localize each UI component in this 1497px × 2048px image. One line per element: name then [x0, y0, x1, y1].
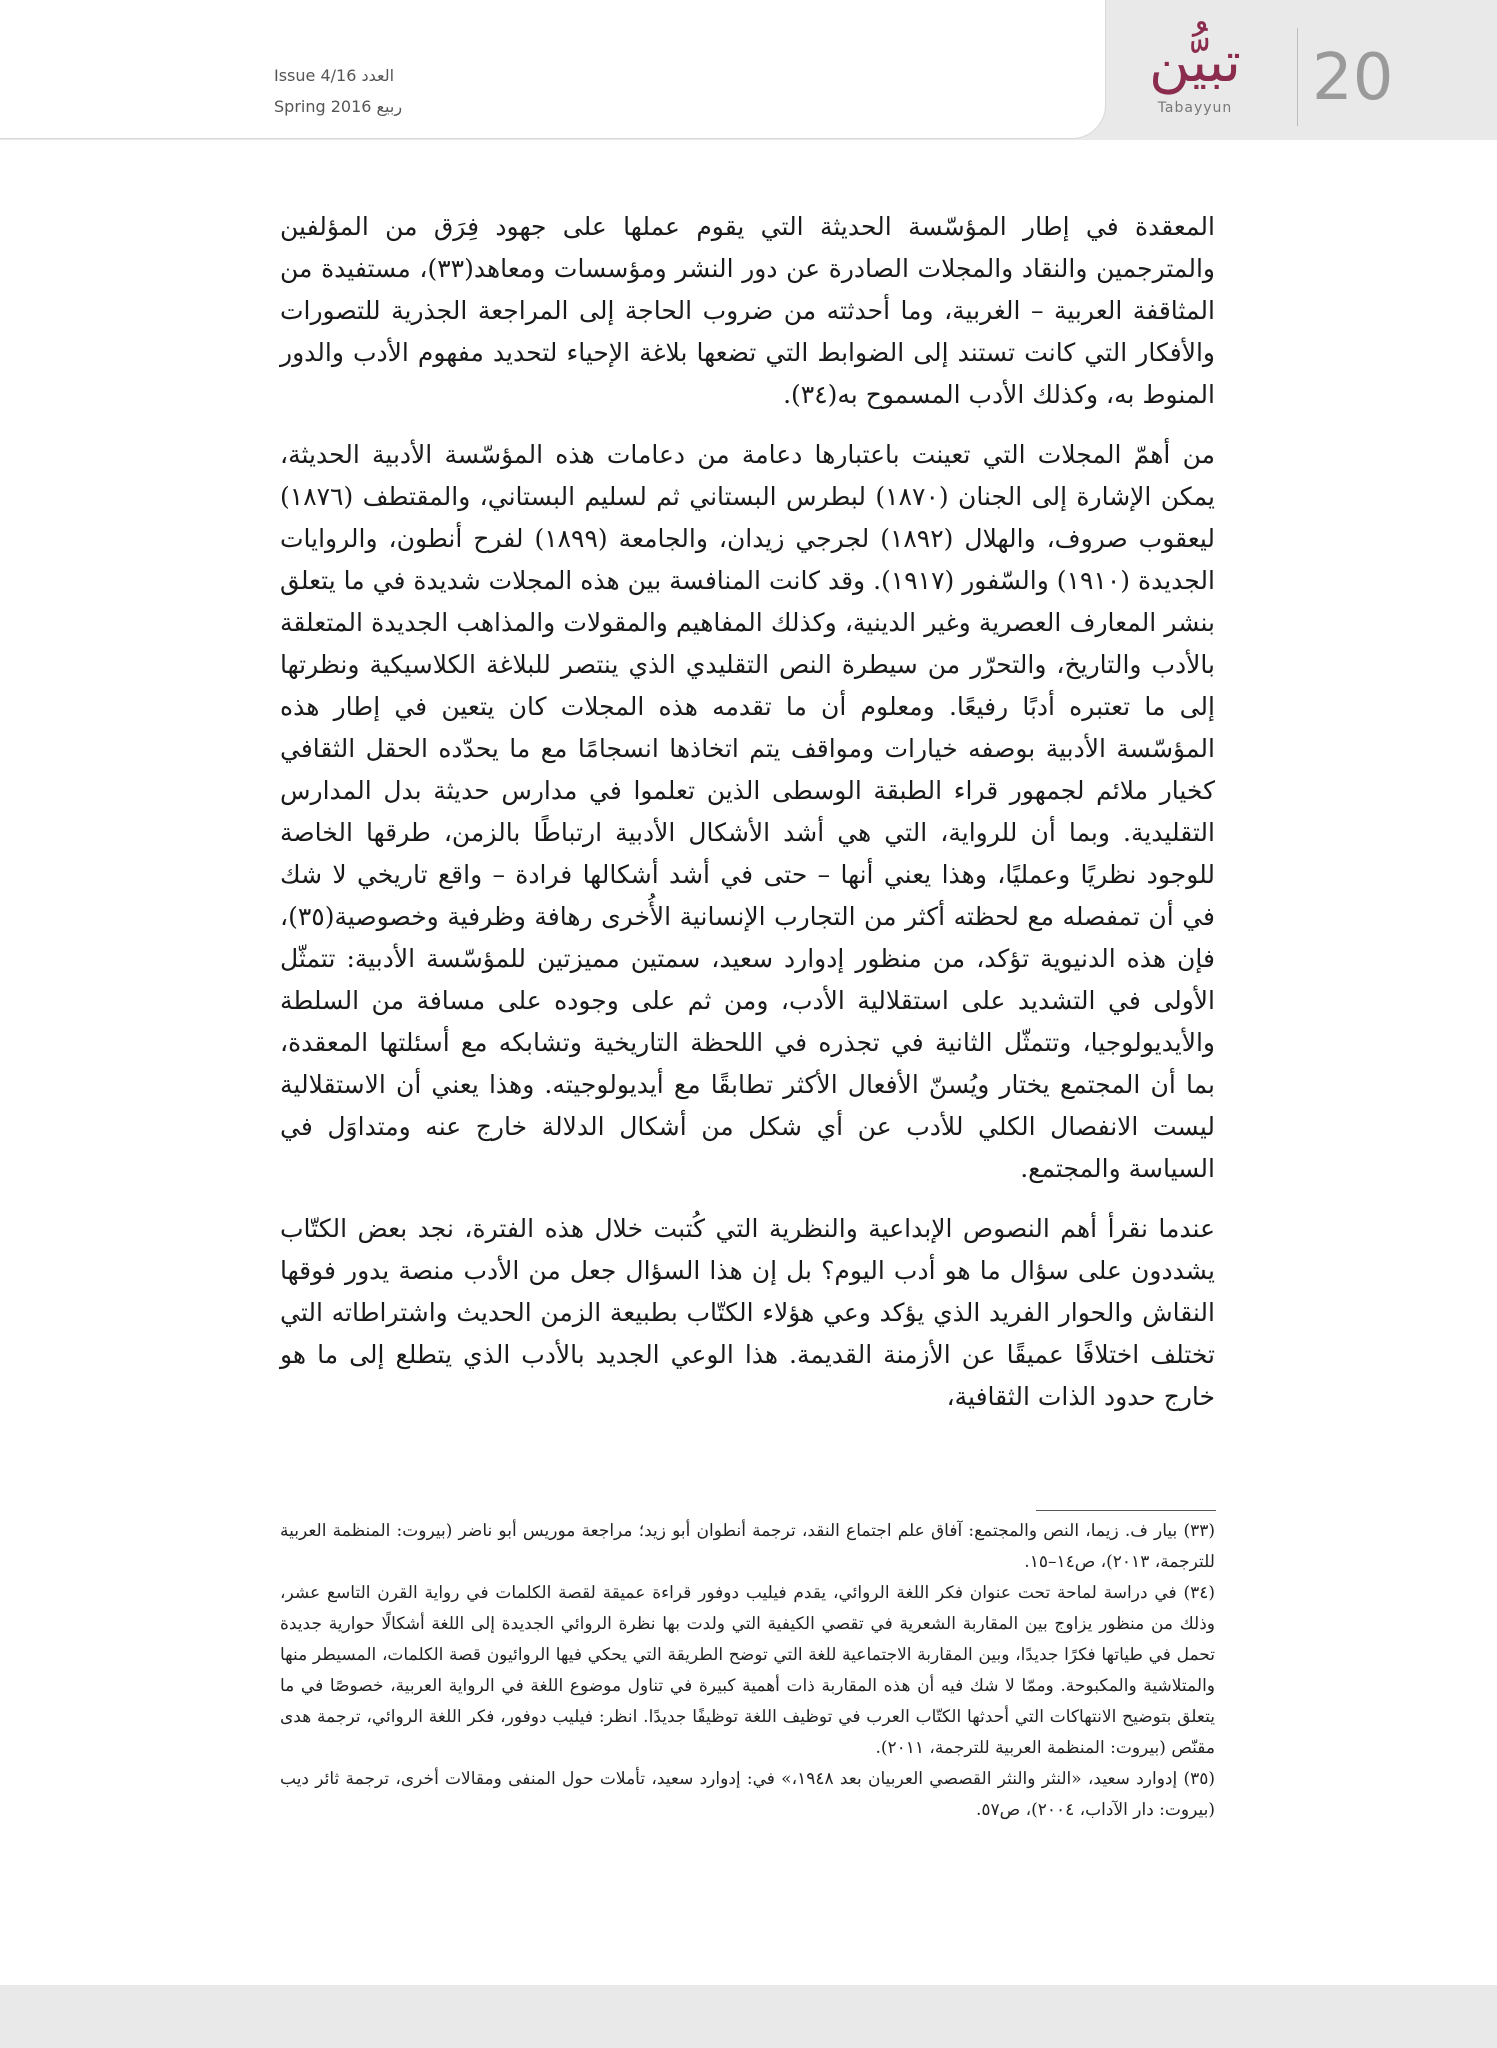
issue-line: [274, 60, 434, 91]
issue-en: Issue 4/16: [274, 66, 357, 85]
paragraph-1: المعقدة في إطار المؤسّسة الحديثة التي يقوم عملها على جهود فِرَق من المؤلفين والمترجمين والنقاد والمجلات الصادرة عن دور النشر ومؤسسات ومعاهد(٣٣)، مستفيدة من المثاقفة العربية – الغربية، وما أحدثته من ضروب الحاجة إلى المراجعة الجذرية للتصورات والأفكار التي كانت تستند إلى الضوابط التي تضعها بلاغة الإحياء لتحديد مفهوم الأدب والدور المنوط به، وكذلك الأدب المسموح به(٣٤).: [280, 212, 1215, 409]
footer-bar: [0, 1985, 1497, 2048]
header-divider: [1297, 28, 1298, 126]
footnote-33: (٣٣) بيار ف. زيما، النص والمجتمع: آفاق علم اجتماع النقد، ترجمة أنطوان أبو زيد؛ مراجعة موريس أبو ناضر (بيروت: المنظمة العربية للترجمة، ٢٠١٣)، ص١٤–١٥.: [280, 1521, 1215, 1572]
season-en: Spring 2016: [274, 97, 372, 116]
logo-arabic: تبيُّن: [1148, 30, 1241, 95]
logo-latin: Tabayyun: [1157, 100, 1233, 116]
paragraph-3: عندما نقرأ أهم النصوص الإبداعية والنظرية التي كُتبت خلال هذه الفترة، نجد بعض الكتّاب يشددون على سؤال ما هو أدب اليوم؟ بل إن هذا السؤال جعل من الأدب منصة يدور فوقها النقاش والحوار الفريد الذي يؤكد وعي هؤلاء الكتّاب بطبيعة الزمن الحديث واشتراطاته التي تختلف اختلافًا عميقًا عن الأزمنة القديمة. هذا الوعي الجديد بالأدب الذي يتطلع إلى ما هو خارج حدود الذات الثقافية،: [280, 1214, 1215, 1411]
footnote-34: (٣٤) في دراسة لماحة تحت عنوان فكر اللغة الروائي، يقدم فيليب دوفور قراءة عميقة لقصة الكلمات في رواية القرن التاسع عشر، وذلك من منظور يزاوج بين المقاربة الشعرية في تقصي الكيفية التي ولدت بها نظرة الروائي الجديدة إلى اللغة أشكالًا حوارية جديدة تحمل في طياتها فكرًا جديدًا، وبين المقاربة الاجتماعية للغة التي توضح الطريقة التي يحكي فيها الروائيون قصة الكلمات، المسيطر منها والمتلاشية والمكبوحة. وممّا لا شك فيه أن هذه المقاربة ذات أهمية كبيرة في تناول موضوع اللغة في الرواية العربية، خصوصًا في ما يتعلق بتوضيح الانتهاكات التي أحدثها الكتّاب العرب في توظيف اللغة توظيفًا جديدًا. انظر: فيليب دوفور، فكر اللغة الروائي، ترجمة هدى مقنّص (بيروت: المنظمة العربية للترجمة، ٢٠١١).: [280, 1583, 1215, 1758]
page-number: 20: [1312, 41, 1394, 115]
paragraph-2: من أهمّ المجلات التي تعينت باعتبارها دعامة من دعامات هذه المؤسّسة الأدبية الحديثة، يمكن الإشارة إلى الجنان (١٨٧٠) لبطرس البستاني ثم لسليم البستاني، والمقتطف (١٨٧٦) ليعقوب صروف، والهلال (١٨٩٢) لجرجي زيدان، والجامعة (١٨٩٩) لفرح أنطون، والروايات الجديدة (١٩١٠) والسّفور (١٩١٧). وقد كانت المنافسة بين هذه المجلات شديدة في ما يتعلق بنشر المعارف العصرية وغير الدينية، وكذلك المفاهيم والمقولات والمذاهب الجديدة المتعلقة بالأدب والتاريخ، والتحرّر من سيطرة النص التقليدي الذي ينتصر للبلاغة الكلاسيكية ونظرتها إلى ما تعتبره أدبًا رفيعًا. ومعلوم أن ما تقدمه هذه المجلات كان يتعين في إطار هذه المؤسّسة الأدبية بوصفه خيارات ومواقف يتم اتخاذها انسجامًا مع ما يحدّده الحقل الثقافي كخيار ملائم لجمهور قراء الطبقة الوسطى الذين تعلموا في مدارس حديثة بدل المدارس التقليدية. وبما أن للرواية، التي هي أشد الأشكال الأدبية ارتباطًا بالزمن، طرقها الخاصة للوجود نظريًا وعمليًا، وهذا يعني أنها – حتى في أشد أشكالها فرادة – واقع تاريخي لا شك في أن تمفصله مع لحظته أكثر من التجارب الإنسانية الأُخرى رهافة وظرفية وخصوصية(٣٥)، فإن هذه الدنيوية تؤكد، من منظور إدوارد سعيد، سمتين مميزتين للمؤسّسة الأدبية: تتمثّل الأولى في التشديد على استقلالية الأدب، ومن ثم على وجوده على مسافة من السلطة والأيديولوجيا، وتتمثّل الثانية في تجذره في اللحظة التاريخية وتشابكه مع أسئلتها المعقدة، بما أن المجتمع يختار ويُسنّ الأفعال الأكثر تطابقًا مع أيديولوجيته. وهذا يعني أن الاستقلالية ليست الانفصال الكلي للأدب عن أي شكل من أشكال الدلالة خارج عنه ومتداوَل في السياسة والمجتمع.: [280, 440, 1216, 1183]
season-line: [274, 91, 434, 122]
header-panel: [0, 0, 1106, 139]
footnote-35: (٣٥) إدوارد سعيد، «النثر والنثر القصصي العربيان بعد ١٩٤٨،» في: إدوارد سعيد، تأملات حول المنفى ومقالات أخرى، ترجمة ثائر ديب (بيروت: دار الآداب، ٢٠٠٤)، ص٥٧.: [280, 1769, 1216, 1820]
journal-logo: [1120, 28, 1270, 128]
issue-ar: العدد: [361, 66, 395, 85]
footnote-separator: [1036, 1510, 1216, 1511]
article-body: [280, 206, 1215, 1436]
season-ar: ربيع: [376, 97, 403, 116]
issue-info: [274, 60, 434, 122]
footnotes: [280, 1516, 1215, 1826]
